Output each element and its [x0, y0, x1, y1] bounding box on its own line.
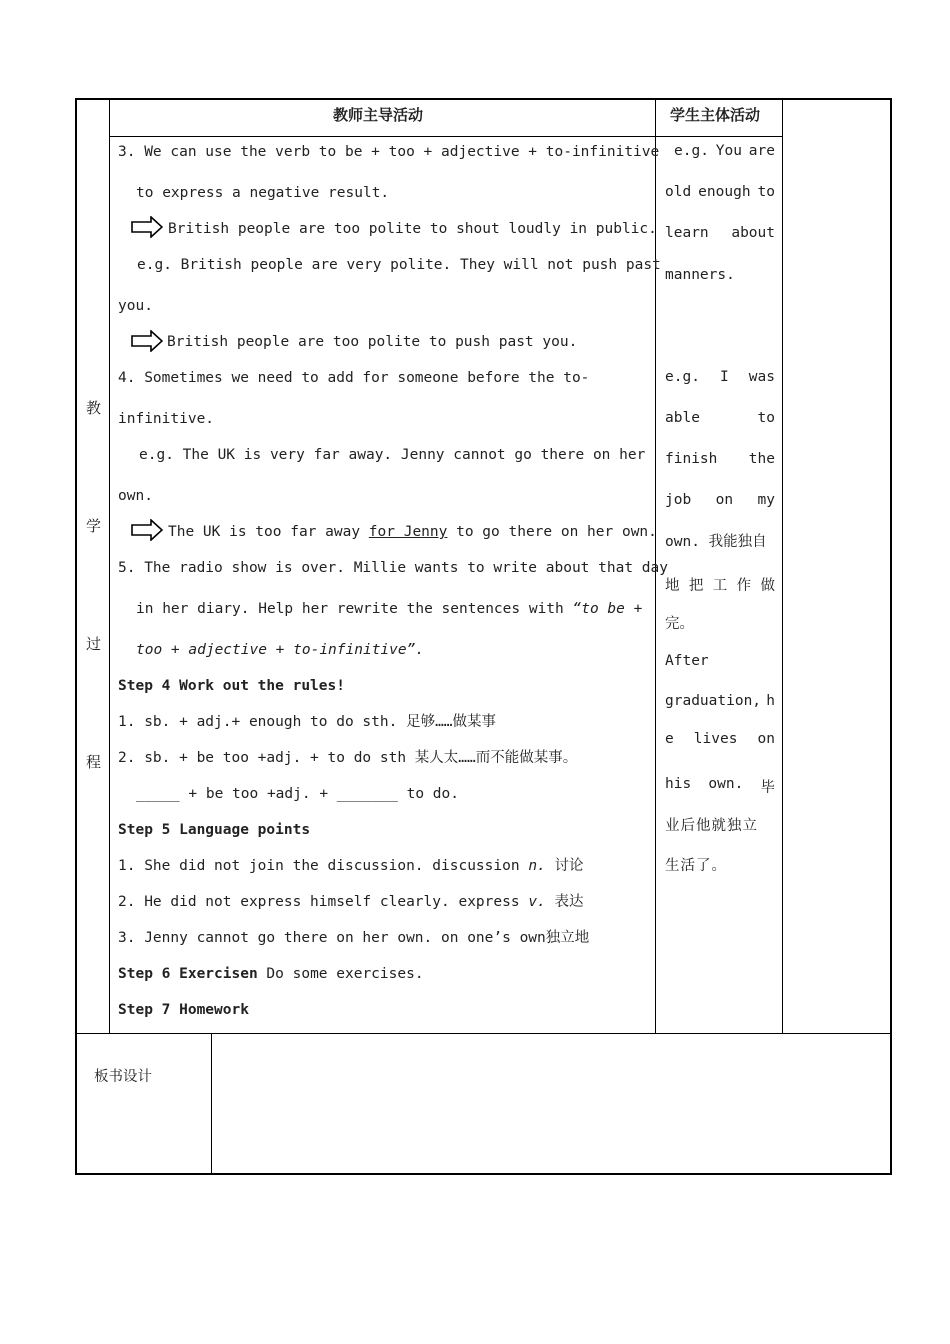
teacher-line: 5. The radio show is over. Millie wants to write about that day	[118, 560, 668, 576]
word: learn	[665, 225, 709, 241]
line-text: 讨论	[545, 858, 584, 874]
teacher-line: you.	[118, 298, 153, 314]
side-label-char: 教	[86, 399, 102, 417]
student-line	[665, 184, 775, 200]
word: 毕	[760, 780, 775, 796]
word: e.g.	[674, 143, 709, 159]
student-line	[665, 225, 775, 241]
word: on	[757, 731, 775, 747]
board-design-label: 板书设计	[94, 1069, 152, 1085]
word: finish	[665, 451, 718, 467]
teacher-line: 3. We can use the verb to be + too + adjective + to-infinitive	[118, 144, 660, 160]
word: to	[757, 410, 775, 426]
side-label-char: 程	[86, 753, 102, 771]
right-arrow-icon	[131, 330, 163, 352]
word: lives	[693, 731, 738, 747]
word: e	[665, 731, 674, 747]
rule-line: _____ + be too +adj. + _______ to do.	[136, 786, 460, 802]
teacher-line: British people are too polite to push past you.	[167, 334, 578, 350]
table-border-right	[890, 98, 892, 1175]
rule-line: 1. sb. + adj.+ enough to do sth. 足够……做某事	[118, 714, 497, 730]
word: 把	[688, 578, 704, 594]
header-divider	[109, 136, 783, 137]
word: my	[757, 492, 775, 508]
language-point: 3. Jenny cannot go there on her own. on one’s own独立地	[118, 930, 590, 946]
word: old	[665, 184, 692, 200]
step-heading: Step 5 Language points	[118, 822, 311, 838]
word: e.g.	[665, 369, 700, 385]
line-text: Do some exercises.	[257, 966, 424, 982]
side-label-char: 学	[86, 517, 102, 535]
word: h	[766, 693, 775, 709]
table-border-left	[75, 98, 77, 1175]
student-line: 完。	[665, 616, 694, 632]
word: job	[665, 492, 692, 508]
side-label-char: 过	[86, 635, 102, 653]
word: enough	[698, 184, 751, 200]
col-divider-student	[782, 98, 783, 1034]
italic-text: v.	[528, 894, 546, 910]
teacher-line	[136, 600, 642, 618]
student-line: manners.	[665, 267, 735, 283]
word: was	[748, 369, 775, 385]
word: able	[665, 410, 700, 426]
language-point	[118, 893, 584, 911]
italic-text: “to be +	[572, 601, 643, 617]
rule-line: 2. sb. + be too +adj. + to do sth 某人太……而不能做某事。	[118, 750, 578, 766]
line-text: in her diary. Help her rewrite the sentences with	[136, 601, 573, 617]
student-line	[665, 492, 775, 508]
student-column-header: 学生主体活动	[670, 106, 761, 124]
step-heading	[118, 965, 424, 983]
word: 作	[736, 578, 752, 594]
teacher-line: 4. Sometimes we need to add for someone before the to-	[118, 370, 590, 386]
student-line	[665, 776, 775, 797]
word: are	[748, 143, 775, 159]
right-arrow-icon	[131, 519, 163, 541]
word: on	[715, 492, 734, 508]
word: 工	[712, 578, 728, 594]
student-line	[665, 410, 775, 426]
line-text: 1. She did not join the discussion. discussion	[118, 858, 529, 874]
table-border-bottom	[75, 1173, 892, 1175]
word: 做	[760, 578, 775, 594]
word: to	[757, 184, 775, 200]
student-line	[665, 451, 775, 467]
teacher-line: own.	[118, 488, 153, 504]
teacher-column-header: 教师主导活动	[333, 106, 424, 124]
word: graduation,	[665, 693, 762, 709]
student-line: own. 我能独自	[665, 534, 767, 550]
word: I	[719, 369, 729, 385]
step-heading: Step 7 Homework	[118, 1002, 249, 1018]
line-text: Step 6 Exercisen	[118, 966, 258, 982]
teacher-line: infinitive.	[118, 411, 215, 427]
teacher-line: too + adjective + to-infinitive”.	[136, 642, 425, 658]
language-point	[118, 857, 584, 875]
student-line	[665, 693, 775, 709]
student-line	[665, 731, 775, 747]
student-line: 生活了。	[665, 858, 727, 874]
teacher-line	[168, 523, 657, 541]
student-line	[665, 574, 775, 595]
student-line: 业后他就独立	[665, 818, 758, 834]
teacher-line: British people are too polite to shout loudly in public.	[168, 221, 657, 237]
student-line	[674, 143, 775, 159]
italic-text: n.	[528, 858, 546, 874]
word: his	[665, 776, 692, 792]
underlined-text: for Jenny	[368, 524, 448, 540]
student-line: After	[665, 653, 709, 669]
line-text: to go there on her own.	[447, 524, 657, 540]
col-divider-side	[109, 98, 110, 1034]
line-text: The UK is too far away	[168, 524, 369, 540]
right-arrow-icon	[131, 216, 163, 238]
word: the	[748, 451, 775, 467]
line-text: 2. He did not express himself clearly. express	[118, 894, 529, 910]
teacher-line: e.g. The UK is very far away. Jenny cannot go there on her	[139, 447, 646, 463]
teacher-line: to express a negative result.	[136, 185, 390, 201]
word: 地	[665, 578, 680, 594]
word: about	[731, 225, 775, 241]
board-design-area	[212, 1034, 890, 1173]
teacher-line: e.g. British people are very polite. They will not push past	[137, 257, 661, 273]
step-heading: Step 4 Work out the rules!	[118, 678, 345, 694]
word: own.	[708, 776, 744, 792]
table-border-top	[75, 98, 892, 100]
student-line	[665, 369, 775, 385]
line-text: 表达	[545, 894, 584, 910]
word: You	[715, 143, 742, 159]
